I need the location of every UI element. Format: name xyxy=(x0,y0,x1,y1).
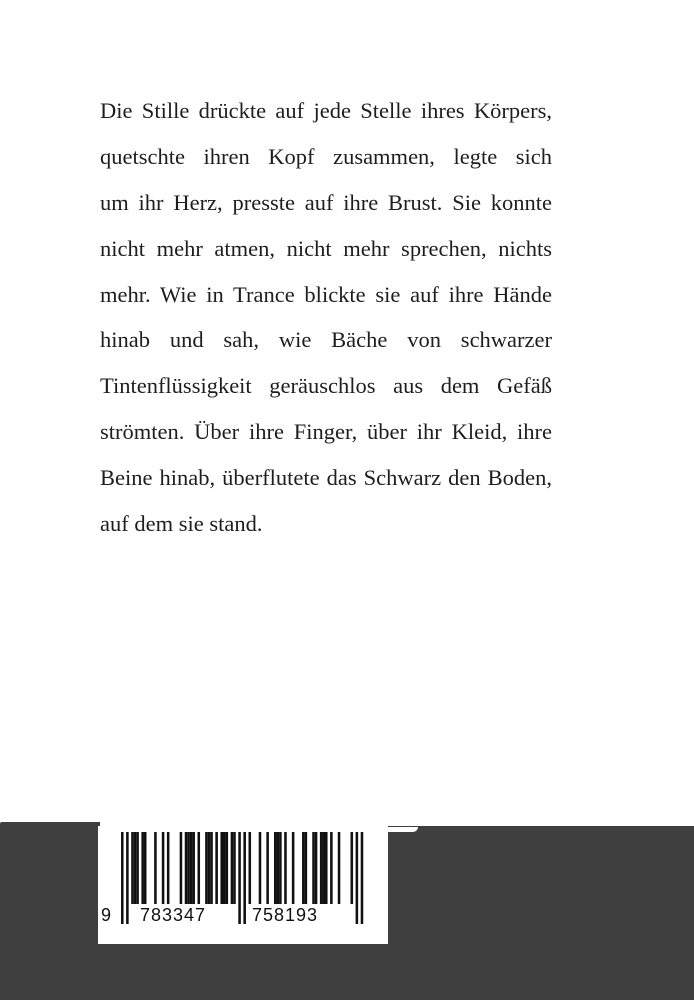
barcode-digits-left: 783347 xyxy=(140,905,207,925)
barcode-bar xyxy=(187,832,190,904)
barcode-bar xyxy=(131,832,134,904)
barcode-number xyxy=(98,904,388,926)
barcode-bar xyxy=(274,832,277,904)
barcode-bar xyxy=(141,832,144,904)
barcode-bars xyxy=(98,826,388,944)
barcode-bar xyxy=(320,832,323,904)
dark-band-edge xyxy=(386,826,694,836)
barcode-bar xyxy=(302,832,305,904)
barcode-bar xyxy=(231,832,234,904)
barcode-bar xyxy=(330,832,333,904)
barcode-bar xyxy=(162,832,165,904)
barcode-bar xyxy=(338,832,341,904)
barcode-bar xyxy=(233,832,236,904)
barcode-bar xyxy=(154,832,157,904)
barcode-bar xyxy=(180,832,183,904)
barcode-bar xyxy=(220,832,223,904)
barcode-bar xyxy=(305,832,308,904)
barcode-bar xyxy=(351,832,354,904)
barcode xyxy=(98,826,388,944)
barcode-bar xyxy=(136,832,139,904)
barcode-bar xyxy=(190,832,193,904)
barcode-bar xyxy=(312,832,315,904)
blurb-line: mehr. Wie in Trance blickte sie auf ihre Hände xyxy=(100,281,552,307)
barcode-bar xyxy=(292,832,295,904)
barcode-digit-first: 9 xyxy=(101,905,113,925)
barcode-bar xyxy=(198,832,201,904)
barcode-bar xyxy=(266,832,269,904)
barcode-bar xyxy=(325,832,328,904)
barcode-digits-right: 758193 xyxy=(252,905,319,925)
barcode-bar xyxy=(249,832,252,904)
barcode-bar xyxy=(210,832,213,904)
blurb-line: nicht mehr atmen, nicht mehr sprechen, nichts xyxy=(100,235,552,261)
barcode-bar xyxy=(259,832,262,904)
band-notch xyxy=(386,827,418,832)
blurb-line: quetschte ihren Kopf zusammen, legte sich xyxy=(100,143,552,169)
barcode-bar xyxy=(185,832,188,904)
blurb-line: Tintenflüssigkeit geräuschlos aus dem Gefäß xyxy=(100,373,552,399)
blurb-line: auf dem sie stand. xyxy=(100,511,263,537)
barcode-bar xyxy=(226,832,229,904)
dark-band-edge xyxy=(0,822,100,830)
barcode-bar xyxy=(279,832,282,904)
blurb-line: Die Stille drückte auf jede Stelle ihres Körpers, xyxy=(100,98,552,123)
barcode-bar xyxy=(277,832,280,904)
blurb-text xyxy=(100,88,552,547)
barcode-bar xyxy=(192,832,195,904)
barcode-bar xyxy=(144,832,147,904)
barcode-bar xyxy=(134,832,137,904)
barcode-bar xyxy=(215,832,218,904)
blurb-line: strömten. Über ihre Finger, über ihr Kleid, ihre xyxy=(100,419,552,445)
barcode-bar xyxy=(205,832,208,904)
blurb-line: hinab und sah, wie Bäche von schwarzer xyxy=(100,327,552,353)
blurb-line: um ihr Herz, presste auf ihre Brust. Sie konnte xyxy=(100,189,552,215)
barcode-bar xyxy=(315,832,318,904)
barcode-bar xyxy=(167,832,170,904)
barcode-bar xyxy=(223,832,226,904)
barcode-bar xyxy=(284,832,287,904)
barcode-bar xyxy=(322,832,325,904)
blurb-line: Beine hinab, überflutete das Schwarz den Boden, xyxy=(100,465,552,491)
barcode-bar xyxy=(208,832,211,904)
